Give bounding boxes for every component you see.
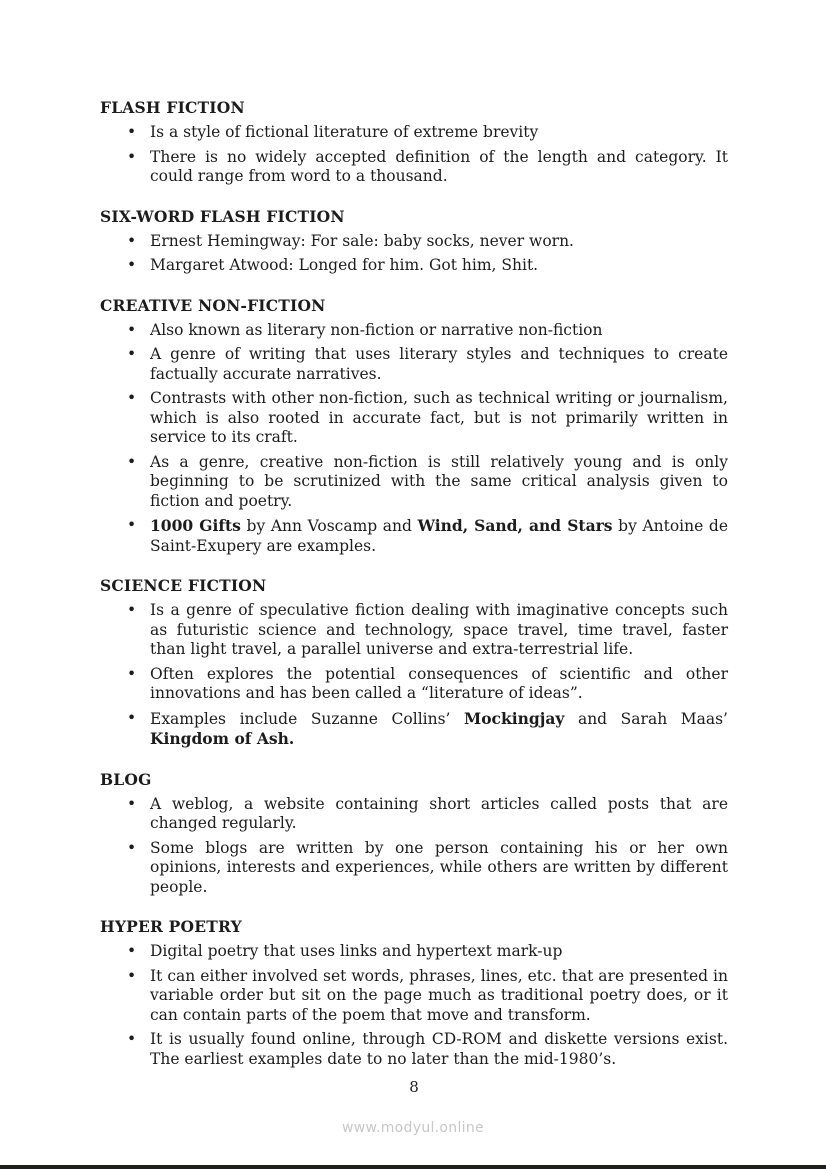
bullet-icon: • [127, 123, 137, 141]
list-item-text [150, 710, 728, 749]
bullet-icon: • [127, 345, 137, 363]
text-run: Digital poetry that uses links and hypertext mark-up [150, 942, 563, 960]
list-item [100, 232, 728, 252]
bold-text-run: Kingdom of Ash. [150, 729, 295, 748]
document-section [100, 917, 728, 1069]
bullet-list [100, 942, 728, 1069]
section-heading: CREATIVE NON-FICTION [100, 295, 326, 315]
bullet-icon: • [127, 794, 137, 813]
list-item-text [150, 256, 538, 274]
section-heading: SIX-WORD FLASH FICTION [100, 206, 345, 226]
list-item [100, 795, 728, 834]
document-content [100, 98, 728, 1089]
list-item [100, 123, 728, 143]
list-item-text [150, 517, 728, 555]
document-section [100, 98, 728, 187]
list-item-text [150, 123, 538, 141]
bullet-icon: • [127, 389, 137, 407]
text-run: Is a genre of speculative fiction dealing with imaginative concepts such as futuristic science and technology, space travel, time travel, faster than light travel, a parallel universe and extra-terrestrial life. [150, 601, 728, 658]
list-item [100, 256, 728, 276]
bullet-icon: • [127, 516, 137, 534]
list-item-text [150, 1030, 728, 1068]
list-item-text [150, 839, 728, 896]
bullet-icon: • [127, 320, 137, 339]
list-item-text [150, 232, 574, 250]
list-item-text [150, 389, 728, 446]
list-item [100, 389, 728, 448]
bold-text-run: 1000 Gifts [150, 516, 241, 535]
text-run: Contrasts with other non-fiction, such as technical writing or journalism, which is also rooted in accurate fact, but is not primarily written in service to its craft. [150, 389, 728, 446]
bullet-list [100, 123, 728, 187]
list-item-text [150, 345, 728, 383]
bullet-list [100, 321, 728, 557]
text-run: As a genre, creative non-fiction is still relatively young and is only beginning to be scrutinized with the same critical analysis given to fiction and poetry. [150, 452, 728, 510]
bullet-icon: • [127, 1030, 137, 1048]
bullet-icon: • [127, 147, 137, 166]
bullet-list [100, 795, 728, 898]
list-item [100, 321, 728, 341]
page-bottom-edge [0, 1165, 826, 1169]
list-item-text [150, 453, 728, 510]
text-run: Some blogs are written by one person containing his or her own opinions, interests and experiences, while others are written by different people. [150, 838, 728, 896]
list-item [100, 967, 728, 1026]
text-run: and Sarah Maas’ [564, 709, 728, 728]
bullet-icon: • [127, 601, 137, 619]
list-item-text [150, 967, 728, 1024]
text-run: by Antoine de Saint-Exupery are examples. [150, 517, 728, 555]
list-item [100, 345, 728, 384]
text-run: A genre of writing that uses literary styles and techniques to create factually accurate narratives. [150, 345, 728, 383]
bullet-icon: • [127, 966, 137, 985]
list-item [100, 665, 728, 704]
text-run: It can either involved set words, phrases, lines, etc. that are presented in variable order but sit on the page much as traditional poetry does, or it can contain parts of the poem that move and transform. [150, 966, 728, 1024]
bullet-list [100, 232, 728, 276]
list-item [100, 839, 728, 898]
text-run: Is a style of fictional literature of extreme brevity [150, 123, 539, 141]
text-run: There is no widely accepted definition of the length and category. It could range from word to a thousand. [150, 147, 728, 185]
bullet-icon: • [127, 256, 137, 274]
bullet-icon: • [127, 231, 137, 250]
document-section [100, 296, 728, 557]
section-heading: HYPER POETRY [100, 917, 242, 936]
list-item [100, 516, 728, 556]
list-item-text [150, 795, 728, 833]
list-item [100, 709, 728, 750]
document-section [100, 576, 728, 750]
bold-text-run: Wind, Sand, and Stars [417, 516, 613, 535]
text-run: Often explores the potential consequences of scientific and other innovations and has been called a “literature of ideas”. [150, 664, 728, 702]
list-item-text [150, 321, 602, 339]
list-item [100, 942, 728, 962]
list-item [100, 601, 728, 660]
document-section [100, 770, 728, 898]
bullet-icon: • [127, 452, 137, 471]
list-item-text [150, 148, 728, 186]
list-item-text [150, 665, 728, 703]
text-run: It is usually found online, through CD-ROM and diskette versions exist. The earliest examples date to no later than the mid-1980’s. [150, 1030, 728, 1068]
text-run: by Ann Voscamp and [240, 517, 418, 535]
section-heading: FLASH FICTION [100, 98, 245, 117]
text-run: Also known as literary non-fiction or narrative non-fiction [150, 320, 603, 339]
section-heading: SCIENCE FICTION [100, 576, 267, 595]
watermark-text: www.modyul.online [342, 1120, 484, 1136]
document-section [100, 207, 728, 276]
section-heading: BLOG [100, 769, 152, 789]
bullet-icon: • [127, 838, 137, 857]
list-item-text [150, 942, 562, 960]
text-run: Ernest Hemingway: For sale: baby socks, never worn. [150, 231, 574, 250]
page-number: 8 [409, 1078, 419, 1096]
bullet-list [100, 601, 728, 750]
list-item [100, 453, 728, 512]
list-item [100, 1030, 728, 1069]
bullet-icon: • [127, 708, 137, 727]
list-item-text [150, 601, 728, 658]
bullet-icon: • [127, 942, 137, 960]
text-run: Margaret Atwood: Longed for him. Got him, Shit. [150, 256, 539, 274]
text-run: Examples include Suzanne Collins’ [150, 709, 465, 728]
text-run: A weblog, a website containing short articles called posts that are changed regularly. [150, 794, 728, 832]
bold-text-run: Mockingjay [464, 708, 565, 728]
list-item [100, 148, 728, 187]
bullet-icon: • [127, 664, 137, 683]
